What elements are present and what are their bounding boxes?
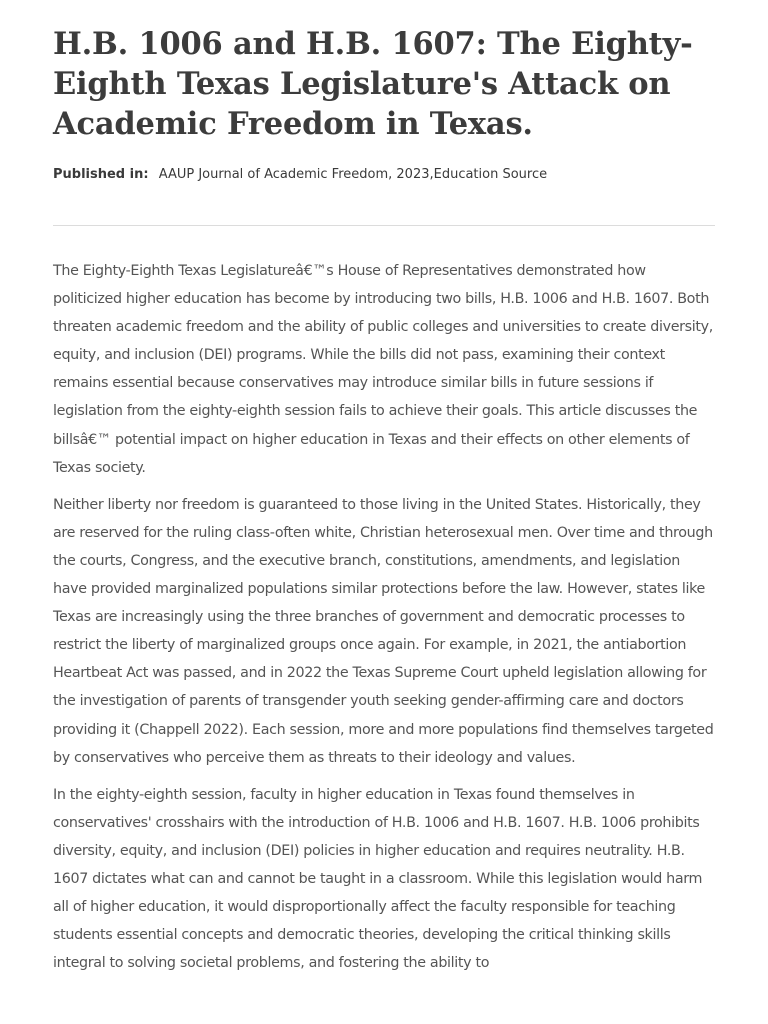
- abstract-paragraph-2: Neither liberty nor freedom is guaranteed to those living in the United States. Historically, they are reserved for the ruling class-often white, Christian heterosexual men. Over time and through the courts, Congress, and the executive branch, constitutions, amendments, and legislation have provided marginalized populations similar protections before the law. However, states like Texas are increasingly using the three branches of government and democratic processes to restrict the liberty of marginalized groups once again. For example, in 2021, the antiabortion Heartbeat Act was passed, and in 2022 the Texas Supreme Court upheld legislation allowing for the investigation of parents of transgender youth seeking gender-affirming care and doctors providing it (Chappell 2022). Each session, more and more populations find themselves targeted by conservatives who perceive them as threats to their ideology and values.: [53, 496, 714, 766]
- article-page: [53, 0, 715, 986]
- published-source: AAUP Journal of Academic Freedom, 2023,Education Source: [158, 167, 548, 182]
- published-label: Published in:: [53, 167, 149, 182]
- article-title: H.B. 1006 and H.B. 1607: The Eighty-Eighth Texas Legislature's Attack on Academic Freedom in Texas.: [53, 26, 693, 142]
- article-abstract: [53, 257, 715, 977]
- section-divider: [53, 225, 715, 226]
- abstract-paragraph-3: In the eighty-eighth session, faculty in higher education in Texas found themselves in conservatives' crosshairs with the introduction of H.B. 1006 and H.B. 1607. H.B. 1006 prohibits diversity, equity, and inclusion (DEI) policies in higher education and requires neutrality. H.B. 1607 dictates what can and cannot be taught in a classroom. While this legislation would harm all of higher education, it would disproportionally affect the faculty responsible for teaching students essential concepts and democratic theories, developing the critical thinking skills integral to solving societal problems, and fostering the ability to: [53, 786, 703, 972]
- publication-info: [53, 166, 715, 184]
- abstract-paragraph-1: The Eighty-Eighth Texas Legislatureâ€™s House of Representatives demonstrated how politicized higher education has become by introducing two bills, H.B. 1006 and H.B. 1607. Both threaten academic freedom and the ability of public colleges and universities to create diversity, equity, and inclusion (DEI) programs. While the bills did not pass, examining their context remains essential because conservatives may introduce similar bills in future sessions if legislation from the eighty-eighth session fails to achieve their goals. This article discusses the billsâ€™ potential impact on higher education in Texas and their effects on other elements of Texas society.: [53, 263, 713, 476]
